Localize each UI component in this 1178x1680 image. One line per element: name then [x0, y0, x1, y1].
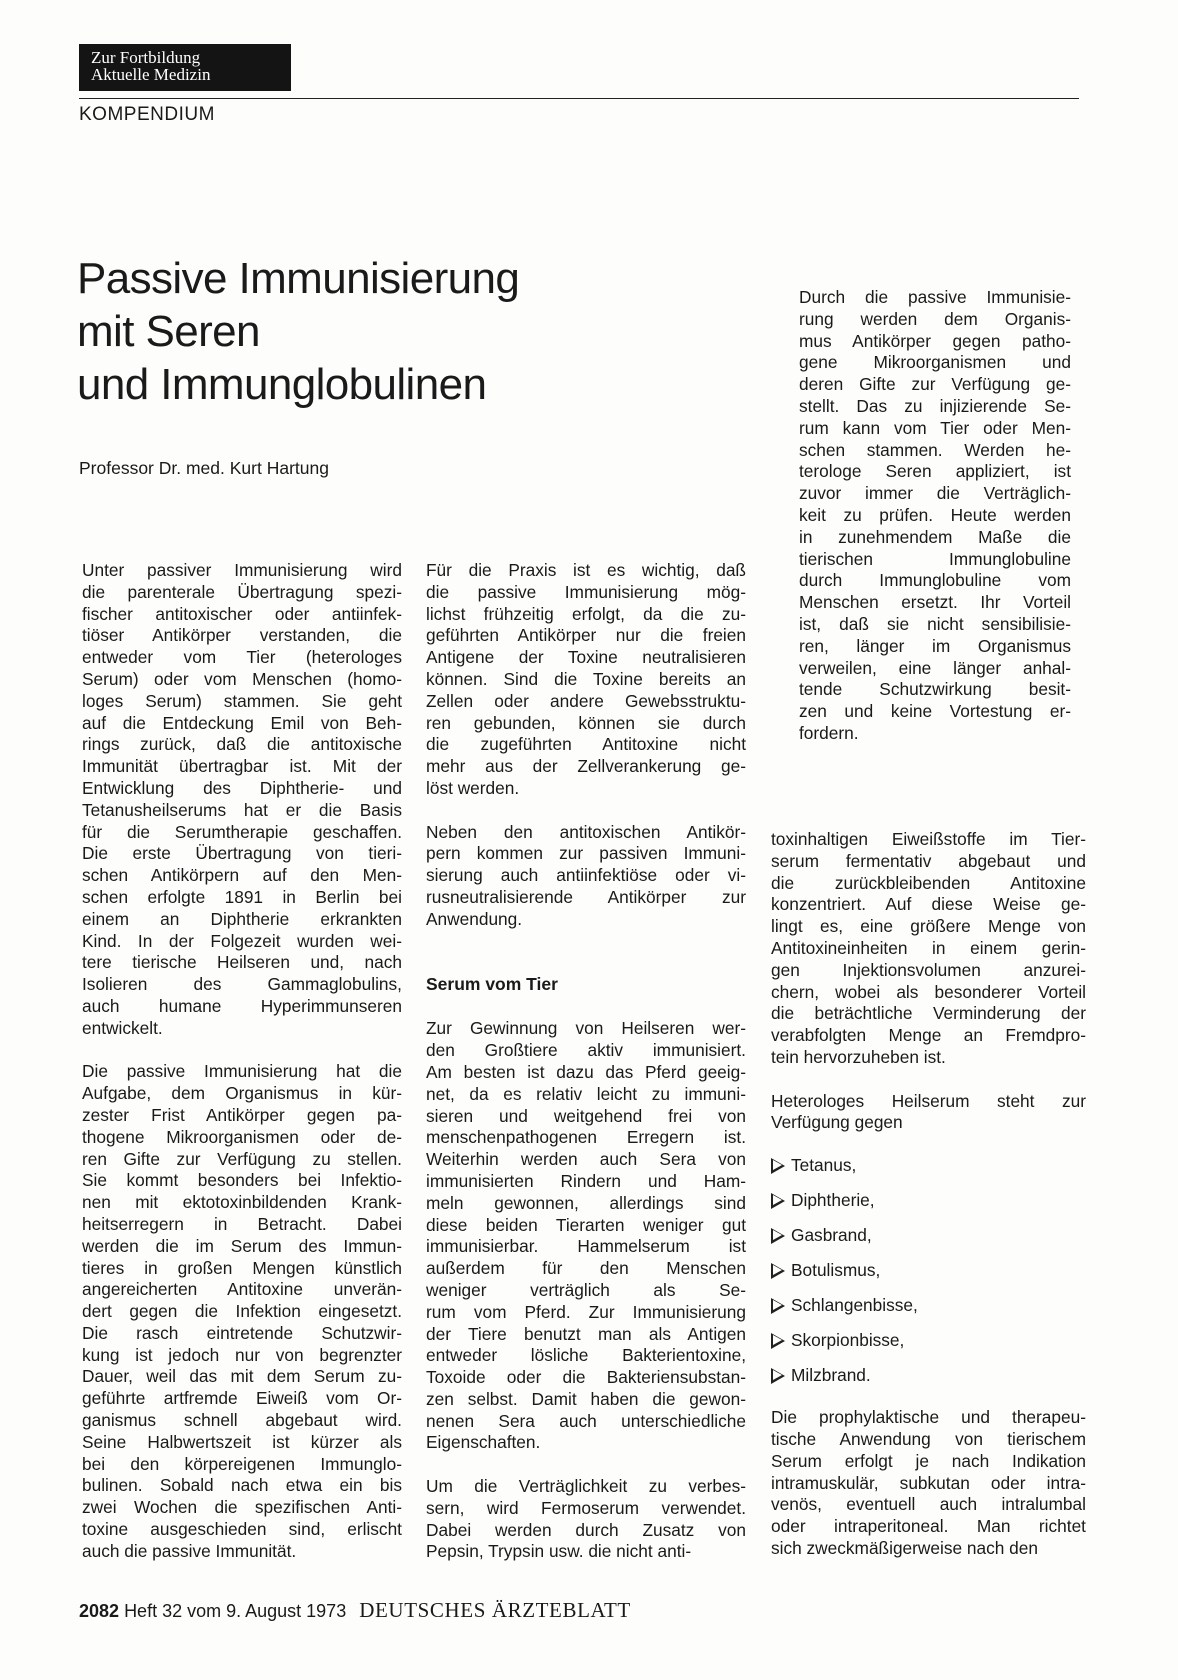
text-line: tende Schutzwirkung besit- [799, 679, 1071, 700]
body-paragraph [771, 1407, 1086, 1560]
intro-paragraph [799, 287, 1071, 745]
triangle-bullet-icon [771, 1228, 785, 1244]
body-paragraph [426, 1476, 746, 1563]
text-line: rum kann vom Tier oder Men- [799, 417, 1071, 438]
text-line: einem an Diphtherie erkrankten [82, 908, 402, 929]
text-line: werden die im Serum des Immun- [82, 1235, 402, 1256]
indication-list [771, 1148, 1086, 1393]
text-line: rum vom Pferd. Zur Immunisierung [426, 1301, 746, 1322]
text-line: Entwicklung des Diphtherie- und [82, 777, 402, 798]
text-line: zen und keine Vortestung er- [799, 701, 1071, 722]
triangle-bullet-icon [771, 1368, 785, 1384]
text-line: rusneutralisierende Antikörper zur [426, 886, 746, 907]
text-line: ganismus schnell abgebaut wird. [82, 1410, 402, 1431]
subheading: Serum vom Tier [426, 973, 558, 994]
banner-line-2: Aktuelle Medizin [91, 65, 211, 84]
text-line: lingt es, eine größere Menge von [771, 916, 1086, 937]
text-line: schen erfolgte 1891 in Berlin bei [82, 886, 402, 907]
text-line: verabfolgten Menge an Fremdpro- [771, 1025, 1086, 1046]
text-line: keit zu prüfen. Heute werden [799, 504, 1071, 525]
author-line: Professor Dr. med. Kurt Hartung [79, 458, 329, 478]
title-line: und Immunglobulinen [77, 360, 487, 409]
text-line: weniger verträglich als Se- [426, 1279, 746, 1300]
text-line: Isolieren des Gammaglobulins, [82, 974, 402, 995]
text-line: serum fermentativ abgebaut und [771, 850, 1086, 871]
list-item: Botulismus, [771, 1253, 1086, 1288]
text-line: heitserregern in Betracht. Dabei [82, 1213, 402, 1234]
text-line: mehr aus der Zellverankerung ge- [426, 756, 746, 777]
text-line: pern kommen zur passiven Immuni- [426, 843, 746, 864]
text-line: Antitoxineinheiten in einem gerin- [771, 937, 1086, 958]
text-line: mus Antikörper gegen patho- [799, 330, 1071, 351]
journal-name: DEUTSCHES ÄRZTEBLATT [359, 1598, 631, 1622]
text-line: venös, eventuell auch intralumbal [771, 1494, 1086, 1515]
text-line: gen Injektionsvolumen anzurei- [771, 959, 1086, 980]
text-line: schen Antikörpern auf den Men- [82, 865, 402, 886]
text-line: tein hervorzuheben ist. [771, 1046, 946, 1067]
list-item: Gasbrand, [771, 1218, 1086, 1253]
body-paragraph [426, 560, 746, 800]
triangle-bullet-icon [771, 1263, 785, 1279]
text-line: Die passive Immunisierung hat die [82, 1061, 402, 1082]
text-line: Eigenschaften. [426, 1432, 541, 1453]
text-line: entwickelt. [82, 1017, 163, 1038]
text-line: die beträchtliche Verminderung der [771, 1003, 1086, 1024]
body-paragraph [82, 1061, 402, 1562]
text-line: zwei Wochen die spezifischen Anti- [82, 1497, 402, 1518]
text-line: Toxoide oder die Bakteriensubstan- [426, 1367, 746, 1388]
text-line: tieres in großen Mengen künstlich [82, 1257, 402, 1278]
text-line: Kind. In der Folgezeit wurden wei- [82, 930, 402, 951]
text-line: Die rasch eintretende Schutzwir- [82, 1322, 402, 1343]
text-line: Neben den antitoxischen Antikör- [426, 821, 746, 842]
text-line: zester Frist Antikörper gegen pa- [82, 1104, 402, 1125]
page-footer [79, 1598, 631, 1623]
text-line: geführten Antikörper nur die freien [426, 625, 746, 646]
text-line: außerdem für den Menschen [426, 1258, 746, 1279]
body-paragraph [426, 822, 746, 931]
text-line: geführte artfremde Eiweiß vom Or- [82, 1388, 402, 1409]
text-line: Dabei werden durch Zusatz von [426, 1519, 746, 1540]
text-line: bulinen. Sobald nach etwa ein bis [82, 1475, 402, 1496]
text-line: die zurückbleibenden Antitoxine [771, 872, 1086, 893]
body-paragraph [426, 1018, 746, 1454]
text-line: Die prophylaktische und therapeu- [771, 1407, 1086, 1428]
text-line: Für die Praxis ist es wichtig, daß [426, 560, 746, 580]
text-line: nen mit ektotoxinbildenden Krank- [82, 1192, 402, 1213]
text-line: auch die passive Immunität. [82, 1540, 297, 1561]
title-line: Passive Immunisierung [77, 254, 520, 303]
text-line: auch humane Hyperimmunseren [82, 995, 402, 1016]
list-item: Skorpionbisse, [771, 1323, 1086, 1358]
text-line: bei den körpereigenen Immunglo- [82, 1453, 402, 1474]
text-line: schen stammen. Werden he- [799, 439, 1071, 460]
text-line: fischer antitoxischer oder antiinfek- [82, 603, 402, 624]
text-line: fordern. [799, 722, 859, 743]
text-line: Antigene der Toxine neutralisieren [426, 647, 746, 668]
text-line: sern, wird Fermoserum verwendet. [426, 1497, 746, 1518]
triangle-bullet-icon [771, 1298, 785, 1314]
category-banner [79, 44, 291, 91]
text-line: sieren und weitgehend frei von [426, 1105, 746, 1126]
text-line: tische Anwendung von tierischem [771, 1428, 1086, 1449]
text-line: net, da es relativ leicht zu immuni- [426, 1083, 746, 1104]
text-line: ren, länger im Organismus [799, 635, 1071, 656]
text-line: Serum erfolgt je nach Indikation [771, 1450, 1086, 1471]
text-line: toxine ausgeschieden sind, erlischt [82, 1519, 402, 1540]
text-line: sierung auch antiinfektiöse oder vi- [426, 865, 746, 886]
text-line: Aufgabe, dem Organismus in kür- [82, 1083, 402, 1104]
text-line: oder intraperitoneal. Man richtet [771, 1516, 1086, 1537]
list-item: Schlangenbisse, [771, 1288, 1086, 1323]
text-line: Menschen ersetzt. Ihr Vorteil [799, 592, 1071, 613]
page-number: 2082 [79, 1601, 120, 1621]
triangle-bullet-icon [771, 1193, 785, 1209]
section-label: KOMPENDIUM [79, 104, 215, 125]
list-item: Diphtherie, [771, 1183, 1086, 1218]
triangle-bullet-icon [771, 1333, 785, 1349]
text-line: chern, wobei als besonderer Vorteil [771, 981, 1086, 1002]
text-line: Unter passiver Immunisierung wird [82, 560, 402, 580]
text-line: gene Mikroorganismen und [799, 352, 1071, 373]
column-3 [771, 829, 1086, 1560]
text-line: thogene Mikroorganismen oder de- [82, 1126, 402, 1147]
text-line: nenen Sera auch unterschiedliche [426, 1410, 746, 1431]
text-line: menschenpathogenen Erregern ist. [426, 1127, 746, 1148]
text-line: terologe Seren appliziert, ist [799, 461, 1071, 482]
intro-abstract [799, 287, 1071, 745]
text-line: Zur Gewinnung von Heilseren wer- [426, 1018, 746, 1039]
text-line: auf die Entdeckung Emil von Beh- [82, 712, 402, 733]
text-line: Tetanusheilserums hat er die Basis [82, 799, 402, 820]
text-line: rings zurück, daß die antitoxische [82, 734, 402, 755]
body-paragraph [771, 829, 1086, 1069]
text-line: Immunität übertragbar ist. Mit der [82, 756, 402, 777]
text-line: meln gewonnen, allerdings sind [426, 1192, 746, 1213]
text-line: entweder lösliche Bakterientoxine, [426, 1345, 746, 1366]
list-item: Tetanus, [771, 1148, 1086, 1183]
text-line: angereicherten Antitoxine unverän- [82, 1279, 402, 1300]
column-2 [426, 560, 746, 1563]
text-line: tierischen Immunglobuline [799, 548, 1071, 569]
text-line: Verfügung gegen [771, 1112, 903, 1133]
article-title [77, 252, 637, 411]
text-line: sich zweckmäßigerweise nach den [771, 1537, 1039, 1558]
text-line: entweder vom Tier (heterologes [82, 647, 402, 668]
body-paragraph [82, 560, 402, 1040]
text-line: löst werden. [426, 777, 520, 798]
text-line: die parenterale Übertragung spezi- [82, 581, 402, 602]
issue-info: Heft 32 vom 9. August 1973 [124, 1601, 347, 1621]
text-line: lichst frühzeitig erfolgt, da die zu- [426, 603, 746, 624]
text-line: Serum) oder vom Menschen (homo- [82, 668, 402, 689]
text-line: Um die Verträglichkeit zu verbes- [426, 1476, 746, 1497]
text-line: den Großtiere aktiv immunisiert. [426, 1040, 746, 1061]
body-paragraph [771, 1091, 1086, 1135]
title-line: mit Seren [77, 307, 260, 356]
text-line: ren gebunden, können sie durch [426, 712, 746, 733]
text-line: diese beiden Tierarten weniger gut [426, 1214, 746, 1235]
banner-line-1: Zur Fortbildung [91, 48, 201, 67]
text-line: Sie kommt besonders bei Infektio- [82, 1170, 402, 1191]
text-line: konzentriert. Auf diese Weise ge- [771, 894, 1086, 915]
text-line: die passive Immunisierung mög- [426, 581, 746, 602]
text-line: Seine Halbwertszeit ist kürzer als [82, 1431, 402, 1452]
text-line: tere tierische Heilseren und, nach [82, 952, 402, 973]
text-line: Heterologes Heilserum steht zur [771, 1090, 1086, 1111]
text-line: die zugeführten Antitoxine nicht [426, 734, 746, 755]
text-line: toxinhaltigen Eiweißstoffe im Tier- [771, 829, 1086, 849]
text-line: ist, daß sie nicht sensibilisie- [799, 613, 1071, 634]
text-line: rung werden dem Organis- [799, 308, 1071, 329]
text-line: durch Immunglobuline vom [799, 570, 1071, 591]
text-line: immunisierten Rindern und Ham- [426, 1170, 746, 1191]
header-rule [79, 98, 1079, 99]
triangle-bullet-icon [771, 1158, 785, 1174]
text-line: stellt. Das zu injizierende Se- [799, 395, 1071, 416]
text-line: kung ist jedoch nur von begrenzter [82, 1344, 402, 1365]
text-line: Am besten ist dazu das Pferd geeig- [426, 1061, 746, 1082]
text-line: dert gegen die Infektion eingesetzt. [82, 1301, 402, 1322]
text-line: der Tiere benutzt man als Antigen [426, 1323, 746, 1344]
text-line: ren Gifte zur Verfügung zu stellen. [82, 1148, 402, 1169]
text-line: zuvor immer die Verträglich- [799, 483, 1071, 504]
text-line: deren Gifte zur Verfügung ge- [799, 374, 1071, 395]
text-line: Zellen oder andere Gewebsstruktu- [426, 690, 746, 711]
text-line: Dauer, weil das mit dem Serum zu- [82, 1366, 402, 1387]
text-line: loges Serum) stammen. Sie geht [82, 690, 402, 711]
text-line: Durch die passive Immunisie- [799, 287, 1071, 307]
column-1 [82, 560, 402, 1563]
text-line: Die erste Übertragung von tieri- [82, 843, 402, 864]
text-line: für die Serumtherapie geschaffen. [82, 821, 402, 842]
list-item: Milzbrand. [771, 1358, 1086, 1393]
text-line: in zunehmendem Maße die [799, 526, 1071, 547]
text-line: verweilen, eine länger anhal- [799, 657, 1071, 678]
text-line: zen selbst. Damit haben die gewon- [426, 1388, 746, 1409]
text-line: Weiterhin werden auch Sera von [426, 1149, 746, 1170]
text-line: Anwendung. [426, 908, 523, 929]
text-line: können. Sind die Toxine bereits an [426, 668, 746, 689]
text-line: immunisierbar. Hammelserum ist [426, 1236, 746, 1257]
text-line: intramuskulär, subkutan oder intra- [771, 1472, 1086, 1493]
text-line: Pepsin, Trypsin usw. die nicht anti- [426, 1541, 692, 1562]
text-line: tiöser Antikörper verstanden, die [82, 625, 402, 646]
